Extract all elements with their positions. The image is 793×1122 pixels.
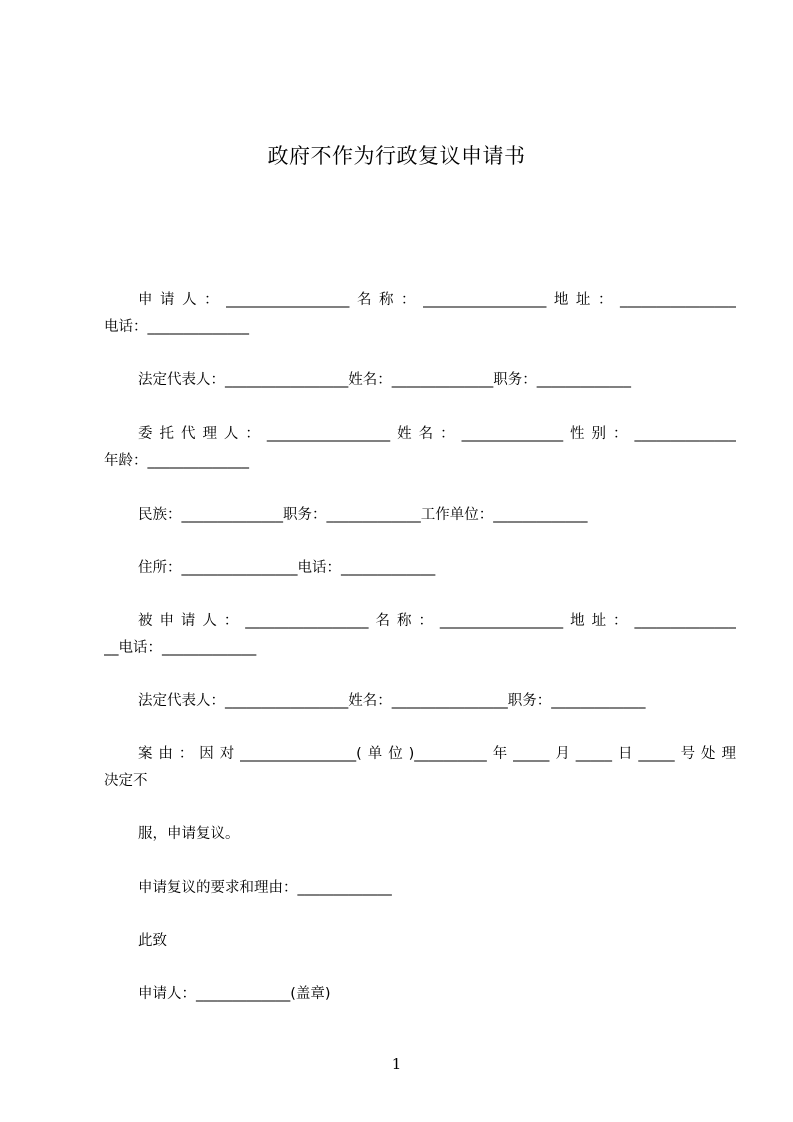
document-title: 政府不作为行政复议申请书 — [267, 144, 526, 168]
page-number: 1 — [391, 1055, 402, 1073]
applicant-phone-line: 电话：______________ — [104, 319, 249, 335]
respondent-legal-representative-line: 法定代表人：_________________姓名：________________职务：_____________ — [138, 693, 646, 709]
requests-and-reasons-line: 申请复议的要求和理由：_____________ — [138, 880, 392, 896]
salutation-line: 此致 — [138, 933, 167, 949]
residence-line: 住所：________________电话：_____________ — [138, 560, 436, 576]
agent-line: 委托代理人：_________________姓名：______________性别：______________ — [138, 426, 736, 442]
respondent-line: 被申请人：_________________名称：_________________地址：______________ — [138, 613, 736, 629]
ethnicity-line: 民族：______________职务：_____________工作单位：_____________ — [138, 507, 588, 523]
case-cause-continued-line: 决定不 — [104, 773, 148, 789]
case-cause-line: 案由：因对________________(单位)__________年_____月_____日_____号处理 — [138, 746, 736, 762]
applicant-line: 申请人：_________________名称：_________________地址：________________ — [138, 292, 736, 308]
signature-line: 申请人：_____________(盖章) — [138, 986, 331, 1002]
case-cause-ending-line: 服，申请复议。 — [138, 826, 240, 842]
legal-representative-line: 法定代表人：_________________姓名：______________职务：_____________ — [138, 372, 631, 388]
respondent-phone-line: __电话：_____________ — [104, 640, 257, 656]
agent-age-line: 年龄：______________ — [104, 453, 249, 469]
